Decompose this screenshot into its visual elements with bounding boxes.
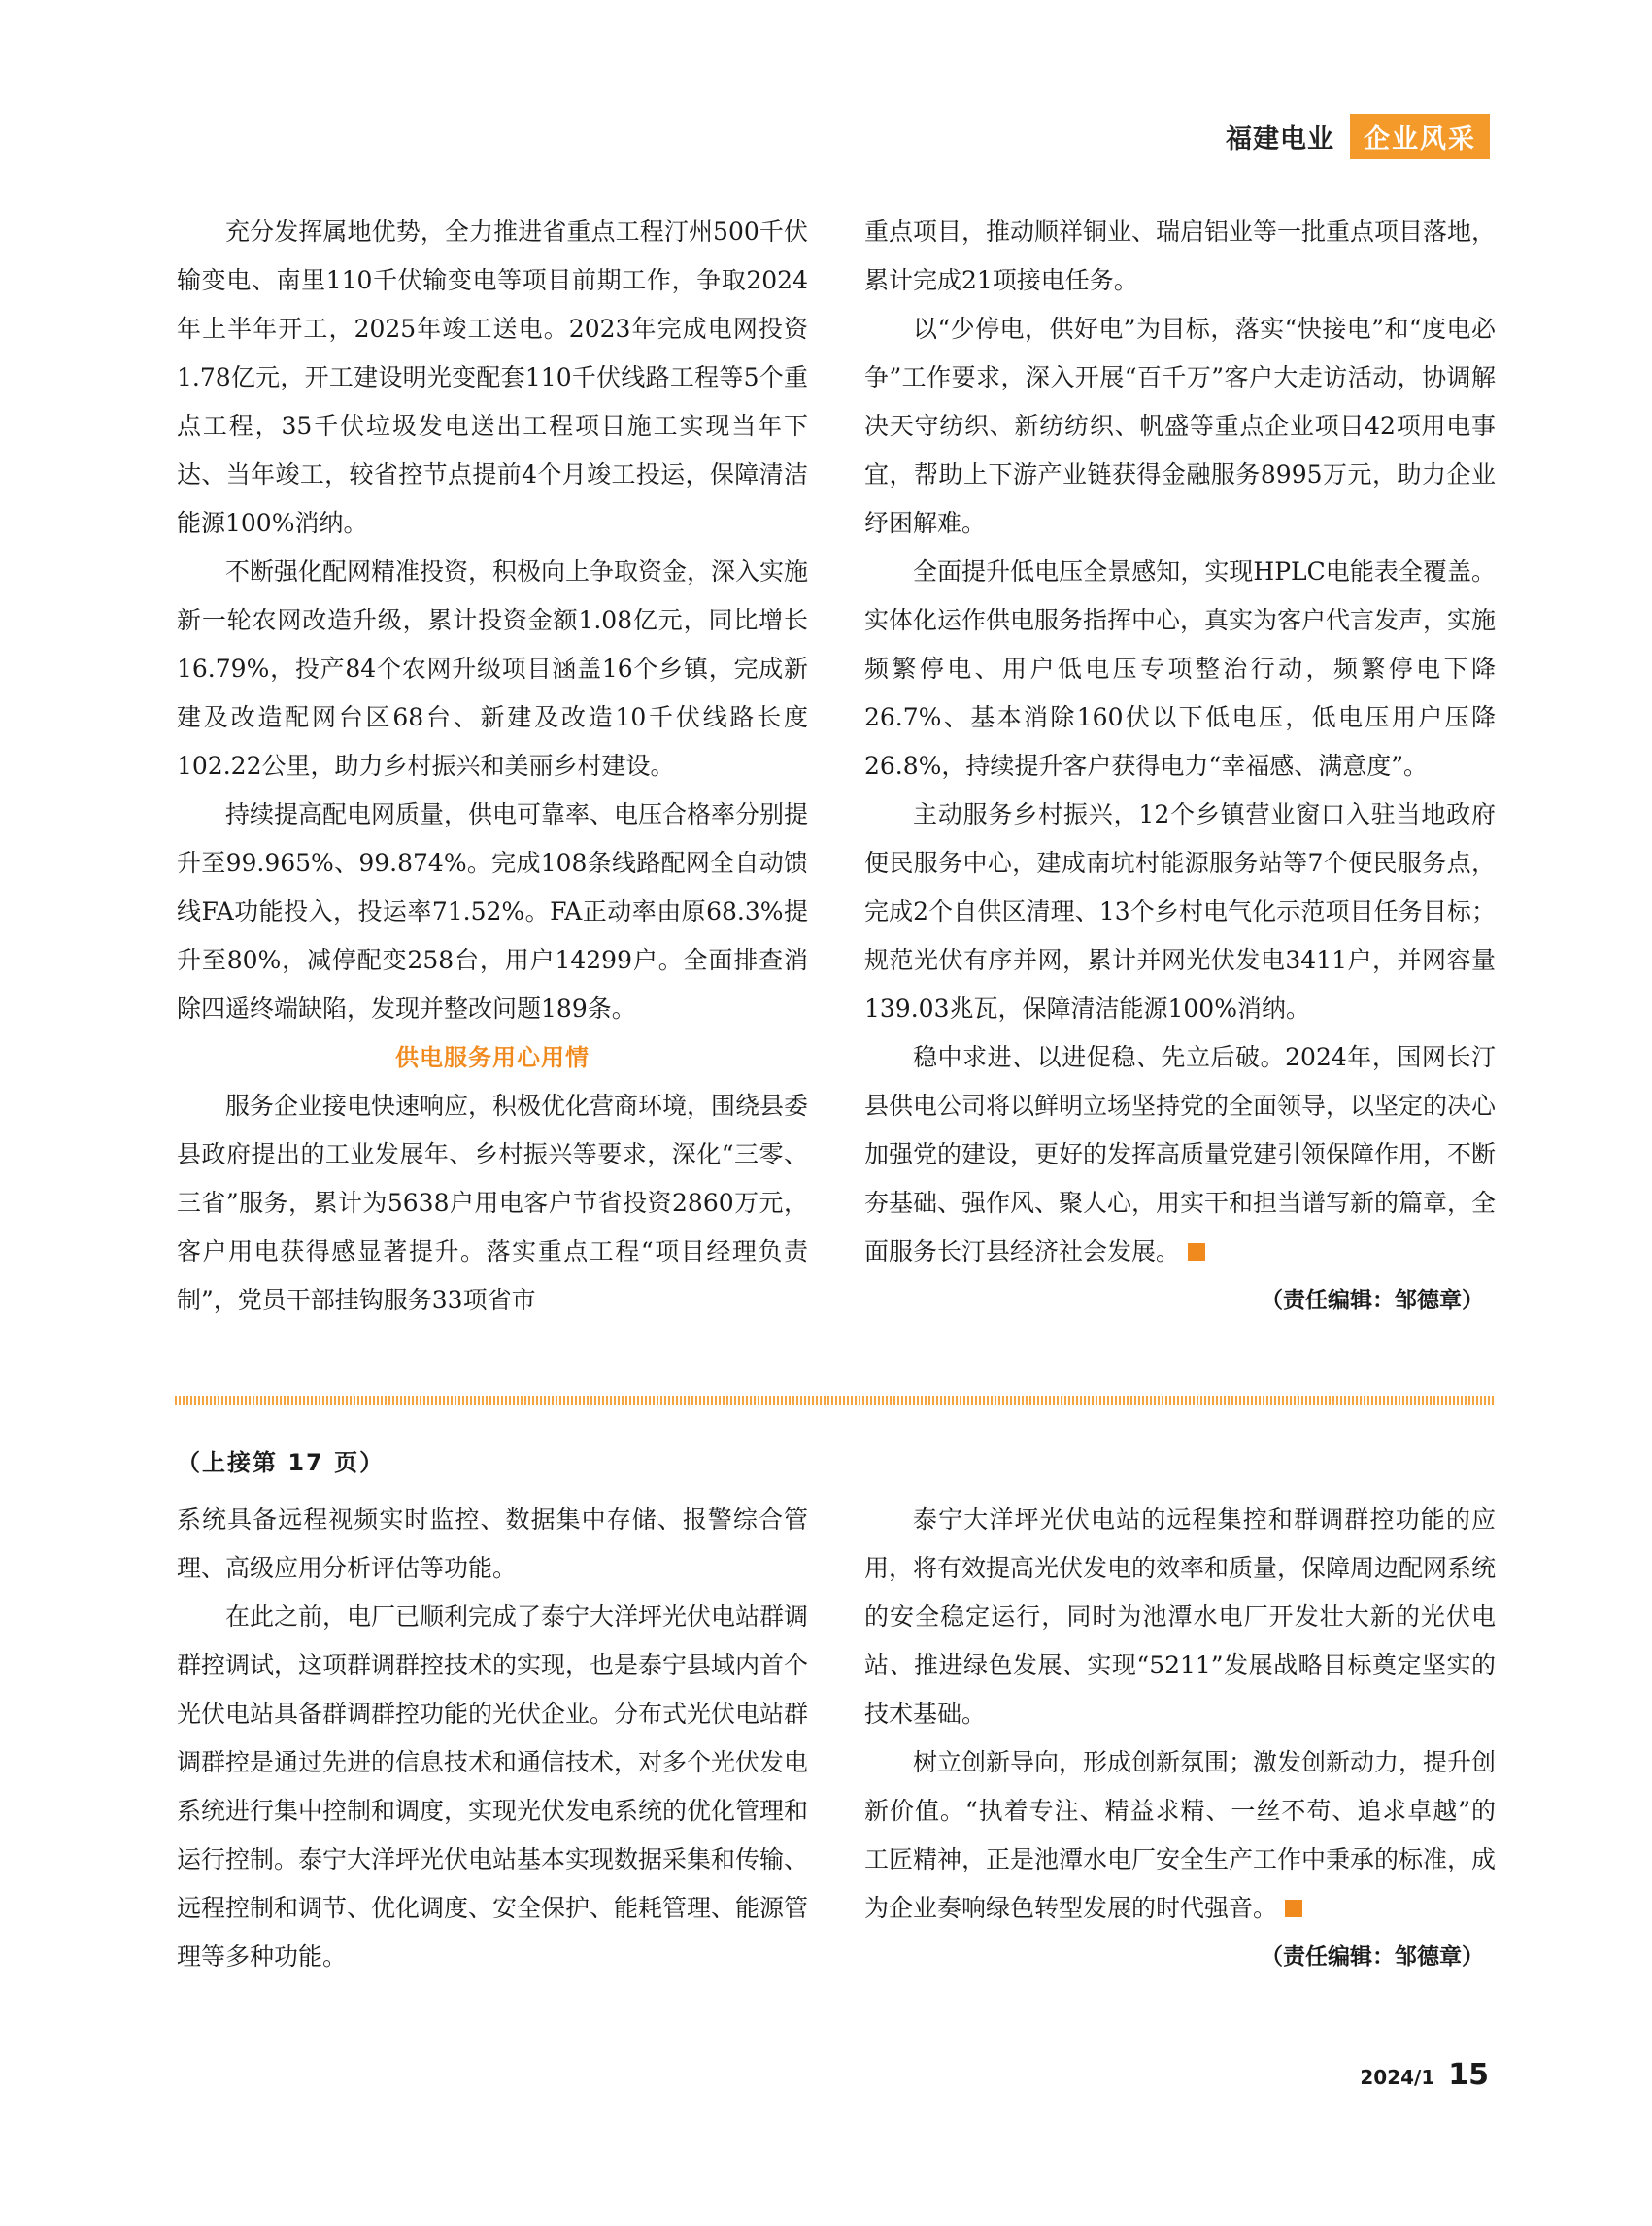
paragraph: 主动服务乡村振兴，12个乡镇营业窗口入驻当地政府便民服务中心，建成南坑村能源服务站等7个便民服务点，完成2个自供区清理、13个乡村电气化示范项目任务目标；规范光伏有序并网，累计并网光伏发电3411户，并网容量139.03兆瓦，保障清洁能源100%消纳。 — [864, 800, 1496, 1023]
paragraph-text: 树立创新导向，形成创新氛围；激发创新动力，提升创新价值。“执着专注、精益求精、一丝不苟、追求卓越”的工匠精神，正是池潭水电厂安全生产工作中秉承的标准，成为企业奏响绿色转型发展的时代强音。 — [864, 1748, 1497, 1922]
end-mark-icon — [1285, 1900, 1302, 1917]
paragraph: 泰宁大洋坪光伏电站的远程集控和群调群控功能的应用，将有效提高光伏发电的效率和质量，保障周边配网系统的安全稳定运行，同时为池潭水电厂开发壮大新的光伏电站、推进绿色发展、实现“5211”发展战略目标奠定坚实的技术基础。 — [864, 1505, 1497, 1728]
paragraph: 在此之前，电厂已顺利完成了泰宁大洋坪光伏电站群调群控调试，这项群调群控技术的实现，也是泰宁县域内首个光伏电站具备群调群控功能的光伏企业。分布式光伏电站群调群控是通过先进的信息技术和通信技术，对多个光伏发电系统进行集中控制和调度，实现光伏发电系统的优化管理和运行控制。泰宁大洋坪光伏电站基本实现数据采集和传输、远程控制和调节、优化调度、安全保护、能耗管理、能源管理等多种功能。 — [177, 1602, 809, 1971]
paragraph: 不断强化配网精准投资，积极向上争取资金，深入实施新一轮农网改造升级，累计投资金额1.08亿元，同比增长16.79%，投产84个农网升级项目涵盖16个乡镇，完成新建及改造配网台区68台、新建及改造10千伏线路长度102.22公里，助力乡村振兴和美丽乡村建设。 — [177, 557, 809, 780]
paragraph — [864, 1033, 1496, 1276]
paragraph — [864, 1738, 1496, 1933]
editor-credit: （责任编辑：邹德章） — [1261, 1288, 1484, 1313]
paragraph: 全面提升低电压全景感知，实现HPLC电能表全覆盖。实体化运作供电服务指挥中心，真实为客户代言发声，实施频繁停电、用户低电压专项整治行动，频繁停电下降26.7%、基本消除160伏以下低电压，低电压用户压降26.8%，持续提升客户获得电力“幸福感、满意度”。 — [864, 557, 1497, 780]
paragraph-continuation: 系统具备远程视频实时监控、数据集中存储、报警综合管理、高级应用分析评估等功能。 — [177, 1505, 808, 1582]
section-subheading: 供电服务用心用情 — [395, 1044, 590, 1071]
paragraph-continuation: 重点项目，推动顺祥铜业、瑞启铝业等一批重点项目落地，累计完成21项接电任务。 — [864, 218, 1497, 294]
page-number: 15 — [1448, 2058, 1489, 2092]
magazine-name: 福建电业 — [1226, 123, 1334, 154]
paragraph: 服务企业接电快速响应，积极优化营商环境，围绕县委县政府提出的工业发展年、乡村振兴等要求，深化“三零、三省”服务，累计为5638户用电客户节省投资2860万元，客户用电获得感显著提升。落实重点工程“项目经理负责制”，党员干部挂钩服务33项省市 — [177, 1092, 809, 1314]
paragraph: 以“少停电，供好电”为目标，落实“快接电”和“度电必争”工作要求，深入开展“百千万”客户大走访活动，协调解决天守纺织、新纺纺织、帆盛等重点企业项目42项用电事宜，帮助上下游产业链获得金融服务8995万元，助力企业纾困解难。 — [864, 315, 1496, 537]
issue-number: 2024/1 — [1360, 2066, 1435, 2089]
paragraph: 持续提高配电网质量，供电可靠率、电压合格率分别提升至99.965%、99.874%。完成108条线路配网全自动馈线FA功能投入，投运率71.52%。FA正动率由原68.3%提升至80%，减停配变258台，用户14299户。全面排查消除四遥终端缺陷，发现并整改问题189条。 — [177, 800, 809, 1023]
continued-from-label: （上接第 17 页） — [177, 1449, 386, 1476]
page-header — [1226, 115, 1490, 157]
bottom-right-column — [864, 1496, 1496, 1981]
paragraph-text: 稳中求进、以进促稳、先立后破。2024年，国网长汀县供电公司将以鲜明立场坚持党的全面领导，以坚定的决心加强党的建设，更好的发挥高质量党建引领保障作用，不断夯基础、强作风、聚人心，用实干和担当谱写新的篇章，全面服务长汀县经济社会发展。 — [864, 1043, 1497, 1265]
section-label: 企业风采 — [1350, 114, 1490, 159]
editor-credit: （责任编辑：邹德章） — [1261, 1944, 1484, 1970]
top-right-column — [864, 208, 1496, 1325]
page-footer — [1360, 2058, 1489, 2092]
top-left-column — [177, 208, 808, 1325]
paragraph: 充分发挥属地优势，全力推进省重点工程汀州500千伏输变电、南里110千伏输变电等项目前期工作，争取2024年上半年开工，2025年竣工送电。2023年完成电网投资1.78亿元，开工建设明光变配套110千伏线路工程等5个重点工程，35千伏垃圾发电送出工程项目施工实现当年下达、当年竣工，较省控节点提前4个月竣工投运，保障清洁能源100%消纳。 — [177, 218, 808, 537]
bottom-left-column — [177, 1496, 808, 1981]
end-mark-icon — [1188, 1243, 1205, 1261]
section-divider — [175, 1396, 1494, 1405]
